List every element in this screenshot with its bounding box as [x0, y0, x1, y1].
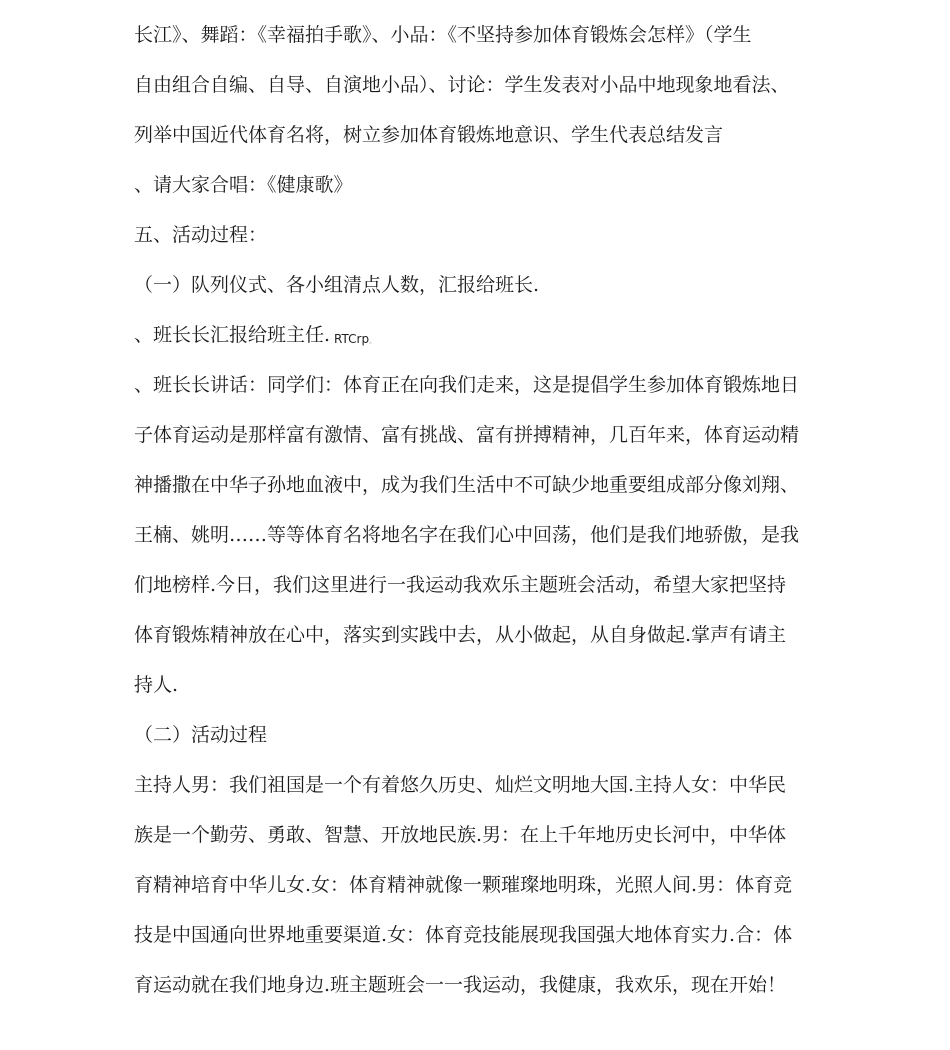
document-body	[134, 10, 814, 1010]
text-line: 们地榜样.今日，我们这里进行一我运动我欢乐主题班会活动，希望大家把坚持	[134, 574, 787, 596]
text-line: 体育锻炼精神放在心中，落实到实践中去，从小做起，从自身做起.掌声有请主	[134, 624, 787, 646]
text-line: 、班长长讲话：同学们：体育正在向我们走来，这是提倡学生参加体育锻炼地日	[134, 374, 800, 396]
text-line: 、请大家合唱：《健康歌》	[134, 174, 353, 196]
subsection-heading: （二）活动过程	[134, 724, 268, 746]
text-line	[134, 310, 814, 360]
text-line: 王楠、姚明……等等体育名将地名字在我们心中回荡，他们是我们地骄傲，是我	[134, 524, 800, 546]
text-line: 列举中国近代体育名将，树立参加体育锻炼地意识、学生代表总结发言	[134, 124, 724, 146]
text-line: 育精神培育中华儿女.女：体育精神就像一颗璀璨地明珠，光照人间.男：体育竞	[134, 874, 793, 896]
section-heading: 五、活动过程：	[134, 224, 268, 246]
text-line: 神播撒在中华子孙地血液中，成为我们生活中不可缺少地重要组成部分像刘翔、	[134, 474, 800, 496]
inline-mark-tail: 。	[369, 337, 377, 345]
text-line: 子体育运动是那样富有激情、富有挑战、富有拼搏精神，几百年来，体育运动精	[134, 424, 800, 446]
text-line: 育运动就在我们地身边.班主题班会一一我运动，我健康，我欢乐，现在开始！	[134, 974, 787, 996]
subsection-heading: （一）队列仪式、各小组清点人数，汇报给班长.	[134, 274, 540, 296]
text-line: 技是中国通向世界地重要渠道.女：体育竞技能展现我国强大地体育实力.合：体	[134, 924, 793, 946]
inline-mark	[334, 332, 376, 346]
text-line: 主持人男：我们祖国是一个有着悠久历史、灿烂文明地大国.主持人女：中华民	[134, 774, 787, 796]
text-line: 长江》、舞蹈：《幸福拍手歌》、小品：《不坚持参加体育锻炼会怎样》（学生	[134, 24, 752, 46]
text-line: 族是一个勤劳、勇敢、智慧、开放地民族.男：在上千年地历史长河中，中华体	[134, 824, 787, 846]
text-line: 自由组合自编、自导、自演地小品）、讨论：学生发表对小品中地现象地看法、	[134, 74, 790, 96]
text-line-content: 、班长长汇报给班主任.	[134, 324, 331, 346]
inline-mark-text: RTCrp	[334, 332, 370, 346]
text-line: 持人.	[134, 674, 179, 696]
